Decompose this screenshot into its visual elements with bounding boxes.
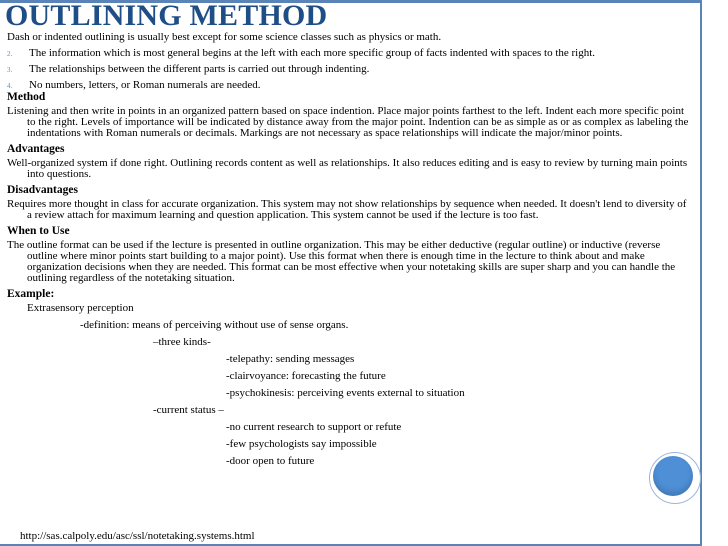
example-line-text: Extrasensory perception (27, 302, 134, 314)
example-line-text: -clairvoyance: forecasting the future (226, 370, 386, 382)
list-number: 2. (7, 50, 13, 58)
example-outline (7, 303, 692, 473)
intro-text: Dash or indented outlining is usually best except for some science classes such as physics or math. (7, 31, 442, 43)
disadvantages-body: Requires more thought in class for accurate organization. This system may not show relationships by sequence when needed. It doesn't lend to diversity of a review attach for maximum learning and question application. This system cannot be used if the lecture is too fast. (7, 198, 687, 221)
right-rule (700, 0, 702, 546)
method-heading: Method (7, 91, 46, 103)
example-heading: Example: (7, 288, 55, 300)
example-line (7, 371, 692, 388)
example-line-text: -psychokinesis: perceiving events external to situation (226, 387, 465, 399)
slide-body (7, 32, 692, 473)
example-line (7, 337, 692, 354)
list-item (7, 80, 692, 91)
list-item-text: The information which is most general begins at the left with each more specific group of facts indented with spaces to the right. (29, 47, 596, 59)
example-line (7, 303, 692, 320)
when-to-use-body: The outline format can be used if the lecture is presented in outline organization. This may be either deductive (regular outline) or inductive (reverse outline where minor points start building to a major point). Use this format when there is enough time in the lecture to think about and make organization decisions when they are needed. This format can be most effective when your notetaking skills are super sharp and you can handle the outlining regardless of the notetaking situation. (7, 239, 676, 284)
example-line (7, 422, 692, 439)
source-url: http://sas.calpoly.edu/asc/ssl/notetaking.systems.html (20, 530, 255, 542)
list-item-text: No numbers, letters, or Roman numerals are needed. (29, 79, 261, 91)
example-line (7, 354, 692, 371)
list-number: 4. (7, 82, 13, 90)
method-body: Listening and then write in points in an organized pattern based on space indention. Place major points farthest to the left. Indent each more specific point to the right. Levels of importance will be indicated by distance away from the major point. Indention can be as simple as or as complex as labeling the indentations with Roman numerals or decimals. Markings are not necessary as space relationships will indicate the major/minor points. (7, 105, 689, 139)
advantages-heading: Advantages (7, 143, 65, 155)
list-item (7, 64, 692, 75)
example-line (7, 456, 692, 473)
example-line-text: -definition: means of perceiving without use of sense organs. (80, 319, 349, 331)
example-line (7, 388, 692, 405)
list-item (7, 48, 692, 59)
example-line (7, 320, 692, 337)
example-line (7, 439, 692, 456)
list-item-text: The relationships between the different parts is carried out through indenting. (29, 63, 370, 75)
slide-title: OUTLINING METHOD (5, 0, 328, 32)
disadvantages-heading: Disadvantages (7, 184, 78, 196)
list-number: 3. (7, 66, 13, 74)
when-to-use-heading: When to Use (7, 225, 70, 237)
example-line-text: -no current research to support or refute (226, 421, 402, 433)
example-line-text: -few psychologists say impossible (226, 438, 377, 450)
advantages-body: Well-organized system if done right. Outlining records content as well as relationships. It also reduces editing and is easy to review by turning main points into questions. (7, 157, 688, 180)
example-line-text: -door open to future (226, 455, 315, 467)
example-line-text: –three kinds- (153, 336, 211, 348)
example-line-text: -current status – (153, 404, 224, 416)
example-line-text: -telepathy: sending messages (226, 353, 355, 365)
example-line (7, 405, 692, 422)
